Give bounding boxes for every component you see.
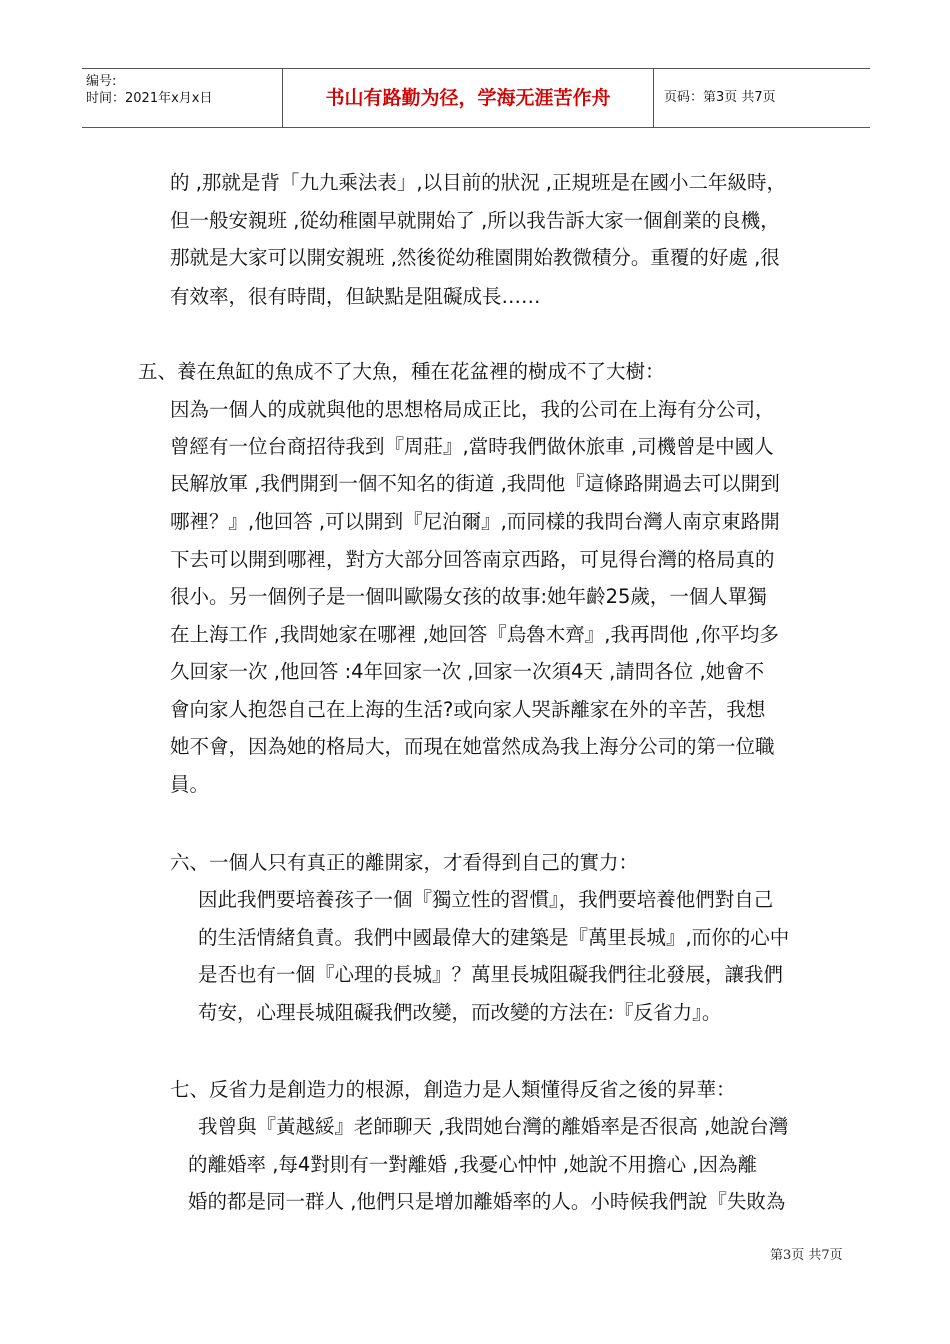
body-line: 在上海工作 ,我問她家在哪裡 ,她回答『烏魯木齊』,我再問他 ,你平均多 xyxy=(170,623,779,646)
body-line: 會向家人抱怨自己在上海的生活?或向家人哭訴離家在外的辛苦，我想 xyxy=(170,698,766,721)
code-label: 编号: xyxy=(86,74,117,89)
header-meta xyxy=(82,69,282,127)
body-line: 員。 xyxy=(170,773,210,796)
body-line: 久回家一次 ,他回答 :4年回家一次 ,回家一次須4天 ,請問各位 ,她會不 xyxy=(170,660,765,683)
body-line: 因此我們要培養孩子一個『獨立性的習慣』，我們要培養他們對自己 xyxy=(198,888,774,911)
body-line: 婚的都是同一群人 ,他們只是增加離婚率的人。小時候我們說『失敗為 xyxy=(188,1190,786,1213)
header-page-label: 页码：第3页 共7页 xyxy=(664,90,776,105)
body-line: 很小。另一個例子是一個叫歐陽女孩的故事:她年齡25歲，一個人單獨 xyxy=(170,585,767,608)
body-line: 哪裡？』,他回答 ,可以開到『尼泊爾』,而同樣的我問台灣人南京東路開 xyxy=(170,510,780,533)
page-footer: 第3页 共7页 xyxy=(770,1248,843,1263)
header-motto: 书山有路勤为径，学海无涯苦作舟 xyxy=(282,69,654,127)
body-line: 的生活情緒負責。我們中國最偉大的建築是『萬里長城』,而你的心中 xyxy=(198,926,790,949)
body-line: 曾經有一位台商招待我到『周莊』,當時我們做休旅車 ,司機曾是中國人 xyxy=(170,435,774,458)
section-heading: 六、一個人只有真正的離開家，才看得到自己的實力： xyxy=(170,851,639,874)
body-line: 下去可以開到哪裡，對方大部分回答南京西路，可見得台灣的格局真的 xyxy=(170,548,775,571)
body-line: 苟安，心理長城阻礙我們改變，而改變的方法在:『反省力』。 xyxy=(198,1001,722,1024)
section-heading: 七、反省力是創造力的根源，創造力是人類懂得反省之後的昇華： xyxy=(170,1078,736,1101)
body-line: 因為一個人的成就與他的思想格局成正比，我的公司在上海有分公司， xyxy=(170,398,775,421)
body-line: 她不會，因為她的格局大，而現在她當然成為我上海分公司的第一位職 xyxy=(170,735,775,758)
body-line: 是否也有一個『心理的長城』？萬里長城阻礙我們往北發展，讓我們 xyxy=(198,963,784,986)
time-label: 时间：2021年x月x日 xyxy=(86,91,213,106)
body-line: 有效率，很有時間，但缺點是阻礙成長…… xyxy=(170,285,541,308)
body-line: 的 ,那就是背「九九乘法表」,以目前的狀況 ,正規班是在國小二年級時， xyxy=(170,171,786,194)
body-line: 民解放軍 ,我們開到一個不知名的街道 ,我問他『這條路開過去可以開到 xyxy=(170,472,780,495)
page-header xyxy=(82,68,870,128)
body-line: 我曾與『黃越綏』老師聊天 ,我問她台灣的離婚率是否很高 ,她說台灣 xyxy=(198,1115,789,1138)
body-line: 的離婚率 ,每4對則有一對離婚 ,我憂心忡忡 ,她說不用擔心 ,因為離 xyxy=(188,1153,757,1176)
body-line: 但一般安親班 ,從幼稚園早就開始了 ,所以我告訴大家一個創業的良機， xyxy=(170,209,780,232)
body-line: 那就是大家可以開安親班 ,然後從幼稚園開始教微積分。重覆的好處 ,很 xyxy=(170,246,780,269)
section-heading: 五、養在魚缸的魚成不了大魚，種在花盆裡的樹成不了大樹： xyxy=(138,360,665,383)
